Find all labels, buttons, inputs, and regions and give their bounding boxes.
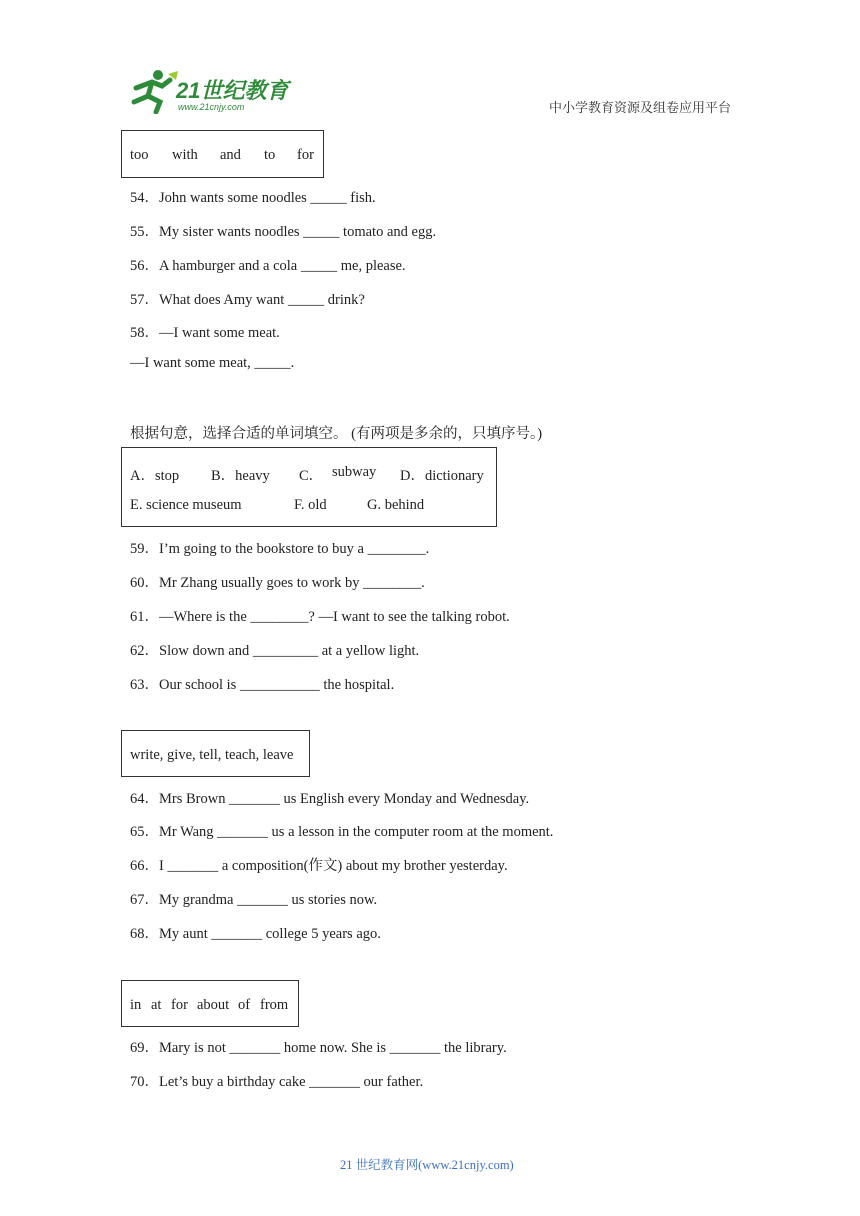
question-66: 66．I _______ a composition(作文) about my brother yesterday. xyxy=(130,858,508,874)
section2-instruction: 根据句意，选择合适的单词填空。 (有两项是多余的，只填序号。) xyxy=(130,426,543,442)
word-list: write, give, tell, teach, leave xyxy=(130,747,294,763)
question-55: 55．My sister wants noodles _____ tomato and egg. xyxy=(130,224,437,240)
option-c-word: subway xyxy=(332,464,377,480)
question-64: 64．Mrs Brown _______ us English every Monday and Wednesday. xyxy=(130,791,530,807)
option-e: E. science museum xyxy=(130,497,242,513)
option-b: B．heavy xyxy=(211,468,270,484)
question-56: 56．A hamburger and a cola _____ me, please. xyxy=(130,258,406,274)
logo-text: 21世纪教育 xyxy=(176,78,289,103)
word-option: and xyxy=(220,147,241,163)
word-box-3 xyxy=(121,730,310,777)
question-70: 70．Let’s buy a birthday cake _______ our father. xyxy=(130,1074,424,1090)
question-67: 67．My grandma _______ us stories now. xyxy=(130,892,378,908)
option-g: G. behind xyxy=(367,497,425,513)
question-58: 58．—I want some meat. xyxy=(130,325,280,341)
question-68: 68．My aunt _______ college 5 years ago. xyxy=(130,926,381,942)
option-c: C． xyxy=(299,468,324,484)
footer-text: 21 世纪教育网(www.21cnjy.com) xyxy=(340,1158,514,1172)
word-box-4 xyxy=(121,980,299,1027)
word-option: for xyxy=(297,147,314,163)
word-option: for xyxy=(171,997,188,1013)
option-d: D．dictionary xyxy=(400,468,484,484)
question-69: 69．Mary is not _______ home now. She is _______ the library. xyxy=(130,1040,507,1056)
word-option: from xyxy=(260,997,289,1013)
question-65: 65．Mr Wang _______ us a lesson in the computer room at the moment. xyxy=(130,824,554,840)
word-option: about xyxy=(197,997,230,1013)
word-option: in xyxy=(130,997,142,1013)
word-option: with xyxy=(172,147,198,163)
question-57: 57．What does Amy want _____ drink? xyxy=(130,292,365,308)
question-62: 62．Slow down and _________ at a yellow light. xyxy=(130,643,420,659)
question-54: 54．John wants some noodles _____ fish. xyxy=(130,190,376,206)
word-box-1 xyxy=(121,130,324,178)
site-title: 中小学教育资源及组卷应用平台 xyxy=(549,100,732,115)
logo-url: www.21cnjy.com xyxy=(178,102,245,112)
question-61: 61．—Where is the ________? —I want to see the talking robot. xyxy=(130,609,510,625)
word-option: at xyxy=(151,997,162,1013)
word-option: of xyxy=(238,997,251,1013)
option-a: A．stop xyxy=(130,468,180,484)
option-f: F. old xyxy=(294,497,327,513)
question-60: 60．Mr Zhang usually goes to work by ________. xyxy=(130,575,425,591)
word-option: too xyxy=(130,147,149,163)
question-58-answer: —I want some meat, _____. xyxy=(130,355,295,371)
question-59: 59．I’m going to the bookstore to buy a ________. xyxy=(130,541,430,557)
word-box-2 xyxy=(121,447,497,527)
question-63: 63．Our school is ___________ the hospital. xyxy=(130,677,395,693)
site-logo xyxy=(122,68,292,114)
runner-icon xyxy=(122,68,292,114)
word-option: to xyxy=(264,147,276,163)
